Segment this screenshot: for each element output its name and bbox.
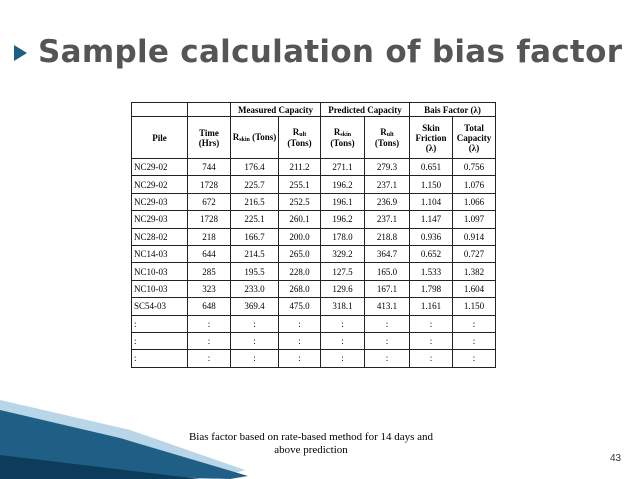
value-cell: 216.5: [231, 193, 279, 210]
value-cell: 364.7: [365, 245, 410, 262]
table-row: [132, 298, 496, 315]
value-cell: 233.0: [231, 280, 279, 297]
value-cell: :: [231, 350, 279, 367]
value-cell: 268.0: [279, 280, 321, 297]
value-cell: 0.651: [410, 159, 453, 176]
pile-cell: :: [132, 350, 188, 367]
table-row: [132, 315, 496, 332]
value-cell: 1.150: [453, 298, 496, 315]
value-cell: 176.4: [231, 159, 279, 176]
table-body: [132, 159, 496, 368]
value-cell: 413.1: [365, 298, 410, 315]
value-cell: 211.2: [279, 159, 321, 176]
total-capacity-header: Total Capacity (λ): [453, 117, 496, 159]
measured-capacity-header: Measured Capacity: [231, 103, 321, 117]
value-cell: 0.914: [453, 228, 496, 245]
rult-predicted-header: Rult (Tons): [365, 117, 410, 159]
value-cell: 1.798: [410, 280, 453, 297]
value-cell: 265.0: [279, 245, 321, 262]
value-cell: 1728: [188, 176, 231, 193]
caption-line: Bias factor based on rate-based method for 14 days and: [188, 431, 434, 443]
value-cell: :: [410, 332, 453, 349]
value-cell: :: [321, 332, 365, 349]
table-row: [132, 176, 496, 193]
value-cell: :: [410, 315, 453, 332]
value-cell: 236.9: [365, 193, 410, 210]
value-cell: :: [365, 315, 410, 332]
value-cell: 744: [188, 159, 231, 176]
pile-cell: NC29-03: [132, 193, 188, 210]
value-cell: 369.4: [231, 298, 279, 315]
value-cell: 323: [188, 280, 231, 297]
pile-cell: NC10-03: [132, 263, 188, 280]
table-row: [132, 245, 496, 262]
pile-cell: NC29-02: [132, 159, 188, 176]
value-cell: 196.1: [321, 193, 365, 210]
page-number: 43: [610, 453, 622, 464]
value-cell: 167.1: [365, 280, 410, 297]
predicted-capacity-header: Predicted Capacity: [321, 103, 410, 117]
pile-cell: :: [132, 315, 188, 332]
value-cell: 214.5: [231, 245, 279, 262]
value-cell: 285: [188, 263, 231, 280]
empty-header-cell: [188, 103, 231, 117]
value-cell: 1.533: [410, 263, 453, 280]
pile-cell: NC28-02: [132, 228, 188, 245]
value-cell: :: [365, 350, 410, 367]
value-cell: 1.066: [453, 193, 496, 210]
pile-cell: :: [132, 332, 188, 349]
caption-line: above prediction: [274, 444, 348, 456]
value-cell: :: [410, 350, 453, 367]
time-header: Time (Hrs): [188, 117, 231, 159]
value-cell: 648: [188, 298, 231, 315]
value-cell: 127.5: [321, 263, 365, 280]
value-cell: 1728: [188, 211, 231, 228]
value-cell: 237.1: [365, 211, 410, 228]
value-cell: :: [188, 315, 231, 332]
value-cell: :: [453, 332, 496, 349]
value-cell: 178.0: [321, 228, 365, 245]
value-cell: 1.382: [453, 263, 496, 280]
value-cell: 329.2: [321, 245, 365, 262]
table-row: [132, 159, 496, 176]
value-cell: 672: [188, 193, 231, 210]
value-cell: 165.0: [365, 263, 410, 280]
value-cell: 1.076: [453, 176, 496, 193]
pile-cell: NC14-03: [132, 245, 188, 262]
table-row: [132, 193, 496, 210]
value-cell: 166.7: [231, 228, 279, 245]
value-cell: :: [279, 315, 321, 332]
table-row: [132, 350, 496, 367]
table-row: [132, 211, 496, 228]
value-cell: 228.0: [279, 263, 321, 280]
value-cell: 252.5: [279, 193, 321, 210]
empty-header-cell: [132, 103, 188, 117]
value-cell: 1.147: [410, 211, 453, 228]
value-cell: 0.652: [410, 245, 453, 262]
value-cell: 1.097: [453, 211, 496, 228]
value-cell: :: [365, 332, 410, 349]
value-cell: 1.104: [410, 193, 453, 210]
pile-cell: SC54-03: [132, 298, 188, 315]
value-cell: 225.7: [231, 176, 279, 193]
value-cell: 218: [188, 228, 231, 245]
table-caption: [166, 431, 456, 457]
value-cell: :: [231, 315, 279, 332]
rskin-predicted-header: Rskin (Tons): [321, 117, 365, 159]
value-cell: 218.8: [365, 228, 410, 245]
column-header-row: [132, 117, 496, 159]
value-cell: 644: [188, 245, 231, 262]
value-cell: :: [279, 350, 321, 367]
value-cell: 0.756: [453, 159, 496, 176]
value-cell: 1.150: [410, 176, 453, 193]
rult-measured-header: Rult (Tons): [279, 117, 321, 159]
value-cell: :: [279, 332, 321, 349]
group-header-row: [132, 103, 496, 117]
value-cell: 255.1: [279, 176, 321, 193]
pile-header: Pile: [132, 117, 188, 159]
value-cell: 271.1: [321, 159, 365, 176]
title-bullet-icon: [14, 45, 27, 61]
value-cell: 195.5: [231, 263, 279, 280]
value-cell: 225.1: [231, 211, 279, 228]
value-cell: 318.1: [321, 298, 365, 315]
table-row: [132, 332, 496, 349]
value-cell: :: [321, 350, 365, 367]
value-cell: 1.161: [410, 298, 453, 315]
value-cell: :: [231, 332, 279, 349]
value-cell: :: [188, 332, 231, 349]
value-cell: 237.1: [365, 176, 410, 193]
value-cell: 1.604: [453, 280, 496, 297]
table-row: [132, 228, 496, 245]
bias-factor-header: Bais Factor (λ): [410, 103, 496, 117]
table-row: [132, 280, 496, 297]
slide-title: Sample calculation of bias factor: [38, 34, 623, 70]
value-cell: 279.3: [365, 159, 410, 176]
value-cell: :: [453, 350, 496, 367]
table-row: [132, 263, 496, 280]
value-cell: 200.0: [279, 228, 321, 245]
value-cell: 0.727: [453, 245, 496, 262]
value-cell: :: [453, 315, 496, 332]
bias-factor-table: [131, 102, 496, 368]
value-cell: :: [321, 315, 365, 332]
pile-cell: NC29-03: [132, 211, 188, 228]
pile-cell: NC10-03: [132, 280, 188, 297]
rskin-measured-header: Rskin (Tons): [231, 117, 279, 159]
value-cell: 129.6: [321, 280, 365, 297]
skin-friction-header: Skin Friction (λ): [410, 117, 453, 159]
value-cell: :: [188, 350, 231, 367]
value-cell: 196.2: [321, 211, 365, 228]
value-cell: 260.1: [279, 211, 321, 228]
pile-cell: NC29-02: [132, 176, 188, 193]
value-cell: 0.936: [410, 228, 453, 245]
value-cell: 475.0: [279, 298, 321, 315]
value-cell: 196.2: [321, 176, 365, 193]
